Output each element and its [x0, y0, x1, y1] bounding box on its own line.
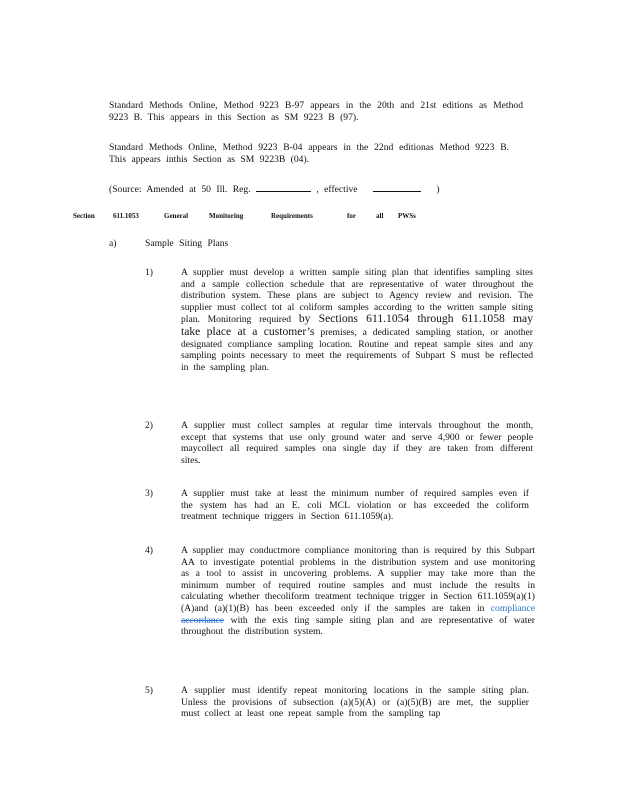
- source-close: ): [436, 184, 440, 195]
- section-label: Section: [73, 212, 95, 220]
- intro-paragraph-1: Standard Methods Online, Method 9223 B-97 appears in the 20th and 21st editions as Method 9223 B. This appears in this Section as SM 9223 B (97).: [109, 100, 523, 123]
- item-5-marker: 5): [145, 685, 153, 696]
- register-blank: [256, 183, 311, 192]
- item-1-text: A supplier must develop a written sample siting plan that identifies sampling sites and a sample collection schedule that are representative of water throughout the distribution system. These plans are subject to Agency review and revision. The supplier must collect tot al coliform samples according to the written sample siting plan. Monitoring required by Sections 611.1054 through 611.1058 may take place at a customer’s premises, a dedicated sampling station, or another designated compliance sampling location. Routine and repeat sample sites and any sampling points necessary to meet the requirements of Subpart S must be reflected in the sampling plan.: [181, 267, 533, 373]
- section-number: 611.1053: [113, 212, 139, 220]
- item-4-marker: 4): [145, 545, 153, 556]
- item-2-marker: 2): [145, 420, 153, 431]
- inserted-text: compliance: [490, 602, 535, 614]
- heading-word-requirements: Requirements: [271, 212, 313, 220]
- heading-word-general: General: [164, 212, 189, 220]
- section-heading: [0, 212, 618, 224]
- item-2-text: A supplier must collect samples at regular time intervals throughout the month, except that systems that use only ground water and serve 4,900 or fewer people maycollect all required samples ona single day if they are taken from different sites.: [181, 420, 533, 466]
- deleted-text: accordance: [181, 614, 225, 626]
- item-1-marker: 1): [145, 267, 153, 278]
- subsection-a-marker: a): [109, 238, 117, 249]
- source-note: [109, 183, 529, 196]
- item-5-text: A supplier must identify repeat monitoring locations in the sample siting plan. Unless the provisions of subsection (a)(5)(A) or (a)(5)(B) are met, the supplier must collect at least one repeat sample from the sampling tap: [181, 685, 529, 720]
- item-3-text: A supplier must take at least the minimum number of required samples even if the system has had an E. coli MCL violation or has exceeded the coliform treatment technique triggers in Section 611.1059(a).: [181, 488, 529, 523]
- heading-word-all: all: [376, 212, 384, 220]
- source-prefix: (Source: Amended at 50 Ill. Reg.: [109, 184, 251, 195]
- heading-word-pwss: PWSs: [398, 212, 416, 220]
- effective-date-blank: [373, 183, 421, 192]
- heading-word-monitoring: Monitoring: [209, 212, 244, 220]
- item-4-text: A supplier may conductmore compliance monitoring than is required by this Subpart AA to investigate potential problems in the distribution system and use monitoring as a tool to assist in uncovering problems. A supplier may take more than the minimum number of required routine samples and must include the results in calculating whether thecoliform treatment technique trigger in Section 611.1059(a)(1)(A)and (a)(1)(B) has been exceeded only if the samples are taken in compliance accordance with the exis ting sample siting plan and are representative of water throughout the distribution system.: [181, 545, 536, 638]
- item-3-marker: 3): [145, 488, 153, 499]
- intro-paragraph-2: Standard Methods Online, Method 9223 B-04 appears in the 22nd editionas Method 9223 B. This appears inthis Section as SM 9223B (04).: [109, 142, 509, 165]
- subsection-a-title: Sample Siting Plans: [145, 238, 229, 249]
- source-effective: , effective: [316, 184, 358, 195]
- heading-word-for: for: [347, 212, 356, 220]
